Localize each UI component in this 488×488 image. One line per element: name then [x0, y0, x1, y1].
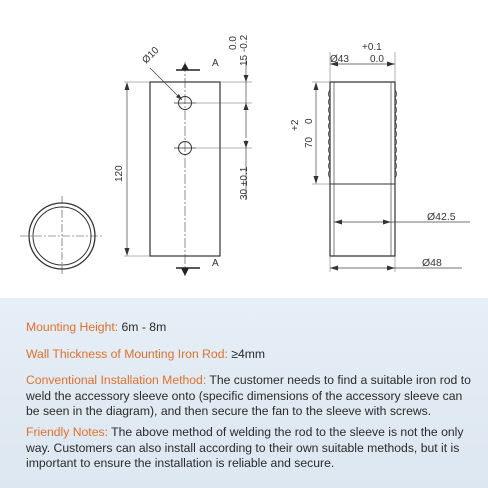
friendly-notes-label: Friendly Notes:	[26, 425, 108, 439]
section-view	[290, 42, 470, 272]
installation-method-line	[26, 373, 474, 420]
length-upper-label: +2	[290, 119, 301, 131]
outer-diameter-lower: 0.0	[370, 54, 384, 65]
hole-diameter-leader	[150, 68, 182, 100]
sleeve-outline	[330, 82, 395, 256]
lower-hole-offset-label: 30 ±0.1	[239, 166, 250, 200]
pipe-dim-arrow-l	[330, 266, 338, 271]
length-arrow-top	[314, 82, 319, 90]
length-arrow-bottom	[314, 176, 319, 184]
wall-thickness-label: Wall Thickness of Mounting Iron Rod:	[26, 347, 228, 361]
installation-method-value: The customer needs to find a suitable iron rod to weld the accessory sleeve onto (specific dimensions of the accessory sleeve can be seen in the diagram), and then secure the fan to the sleeve with screws.	[26, 373, 471, 418]
section-arrow-top	[181, 63, 189, 70]
mounting-height-label: Mounting Height:	[26, 320, 119, 334]
lower-dim-arrow-a	[244, 103, 249, 110]
info-panel	[0, 298, 488, 488]
section-letter-top: A	[212, 58, 219, 69]
installation-method-label: Conventional Installation Method:	[26, 373, 207, 387]
lower-dim-arrow-b	[244, 141, 249, 148]
section-letter-bottom: A	[212, 258, 219, 269]
top-tolerance-upper: 0.0	[228, 36, 239, 50]
hole-diameter-label: Ø10	[140, 44, 162, 67]
wall-thickness-value: ≥4mm	[227, 347, 266, 361]
end-view	[20, 196, 104, 276]
height-label: 120	[114, 165, 125, 182]
mounting-height-value: 6m - 8m	[118, 320, 167, 334]
pipe-diameter-label: Ø48	[422, 257, 442, 269]
outer-diameter-label: Ø43	[330, 54, 349, 65]
friendly-notes-value: The above method of welding the rod to the sleeve is not the only way. Customers can also install according to their own suitable methods, but it is important to ensure the installation is reliable and secure.	[26, 425, 464, 470]
sleeve-knurl-marks	[329, 90, 397, 178]
pipe-dim-arrow-r	[387, 266, 395, 271]
outer-diameter-tolerance: +0.1	[362, 42, 382, 53]
outer-dim-arrow-r	[387, 62, 395, 67]
friendly-notes-line	[26, 425, 474, 472]
wall-thickness-line	[26, 347, 474, 363]
height-arrow-top	[125, 82, 130, 90]
length-label: 70	[304, 136, 315, 148]
side-view	[114, 34, 252, 276]
top-tolerance-lower: 15 -0.2	[239, 34, 250, 66]
mounting-height-line	[26, 320, 474, 336]
inner-diameter-label: Ø42.5	[427, 211, 456, 223]
inner-dim-arrow-l	[334, 220, 342, 225]
section-arrow-bottom	[181, 268, 189, 276]
length-lower-label: 0	[304, 118, 315, 124]
top-dim-arrow-a	[244, 75, 249, 82]
height-arrow-bottom	[125, 248, 130, 256]
inner-dim-arrow-r	[383, 220, 391, 225]
